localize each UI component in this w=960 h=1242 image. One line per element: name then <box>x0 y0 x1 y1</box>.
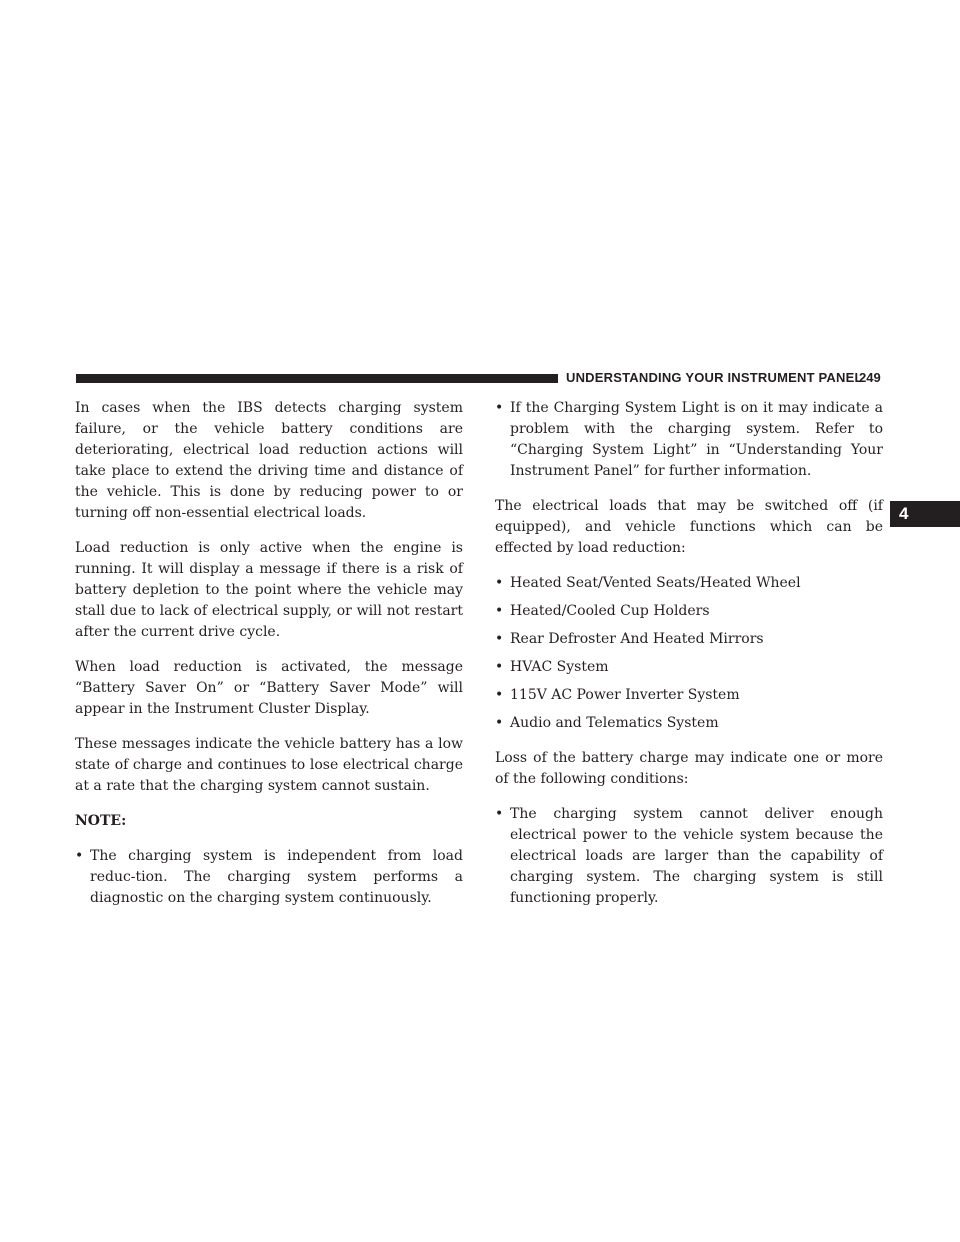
list-item: • Audio and Telematics System <box>495 713 883 734</box>
paragraph: The electrical loads that may be switched off (if equipped), and vehicle functions which can be effected by load reduction: <box>495 498 883 556</box>
paragraph: In cases when the IBS detects charging system failure, or the vehicle battery conditions are deteriorating, electrical load reduction actions will take place to extend the driving time and distance of the vehicle. This is done by reducing power to or turning off non-essential electrical loads. <box>75 400 463 521</box>
header-rule <box>76 374 558 383</box>
list-item: • Rear Defroster And Heated Mirrors <box>495 629 883 650</box>
list-item: • Heated/Cooled Cup Holders <box>495 601 883 622</box>
list-item: • Heated Seat/Vented Seats/Heated Wheel <box>495 573 883 594</box>
loads-list <box>495 573 883 734</box>
list-item: • HVAC System <box>495 657 883 678</box>
section-title: UNDERSTANDING YOUR INSTRUMENT PANEL <box>566 370 863 385</box>
note-bullet: • The charging system is independent from load reduc-tion. The charging system performs a diagnostic on the charging system continuously. <box>75 846 463 909</box>
left-column <box>75 398 463 923</box>
bullet-item: • If the Charging System Light is on it may indicate a problem with the charging system. Refer to “Charging System Light” in “Understanding Your Instrument Panel” for further information. <box>495 398 883 482</box>
paragraph: When load reduction is activated, the message “Battery Saver On” or “Battery Saver Mode” will appear in the Instrument Cluster Display. <box>75 659 463 717</box>
paragraph: These messages indicate the vehicle battery has a low state of charge and continues to lose electrical charge at a rate that the charging system cannot sustain. <box>75 736 463 794</box>
list-item: • 115V AC Power Inverter System <box>495 685 883 706</box>
chapter-tab: 4 <box>890 501 960 527</box>
bullet-item: • The charging system cannot deliver enough electrical power to the vehicle system because the electrical loads are larger than the capability of charging system. The charging system is still functioning properly. <box>495 804 883 909</box>
paragraph: Loss of the battery charge may indicate one or more of the following conditions: <box>495 750 883 787</box>
note-label: NOTE: <box>75 813 127 829</box>
paragraph: Load reduction is only active when the engine is running. It will display a message if there is a risk of battery depletion to the point where the vehicle may stall due to lack of electrical supply, or will not restart after the current drive cycle. <box>75 540 463 640</box>
page-number: 249 <box>859 370 881 385</box>
right-column <box>495 398 883 923</box>
